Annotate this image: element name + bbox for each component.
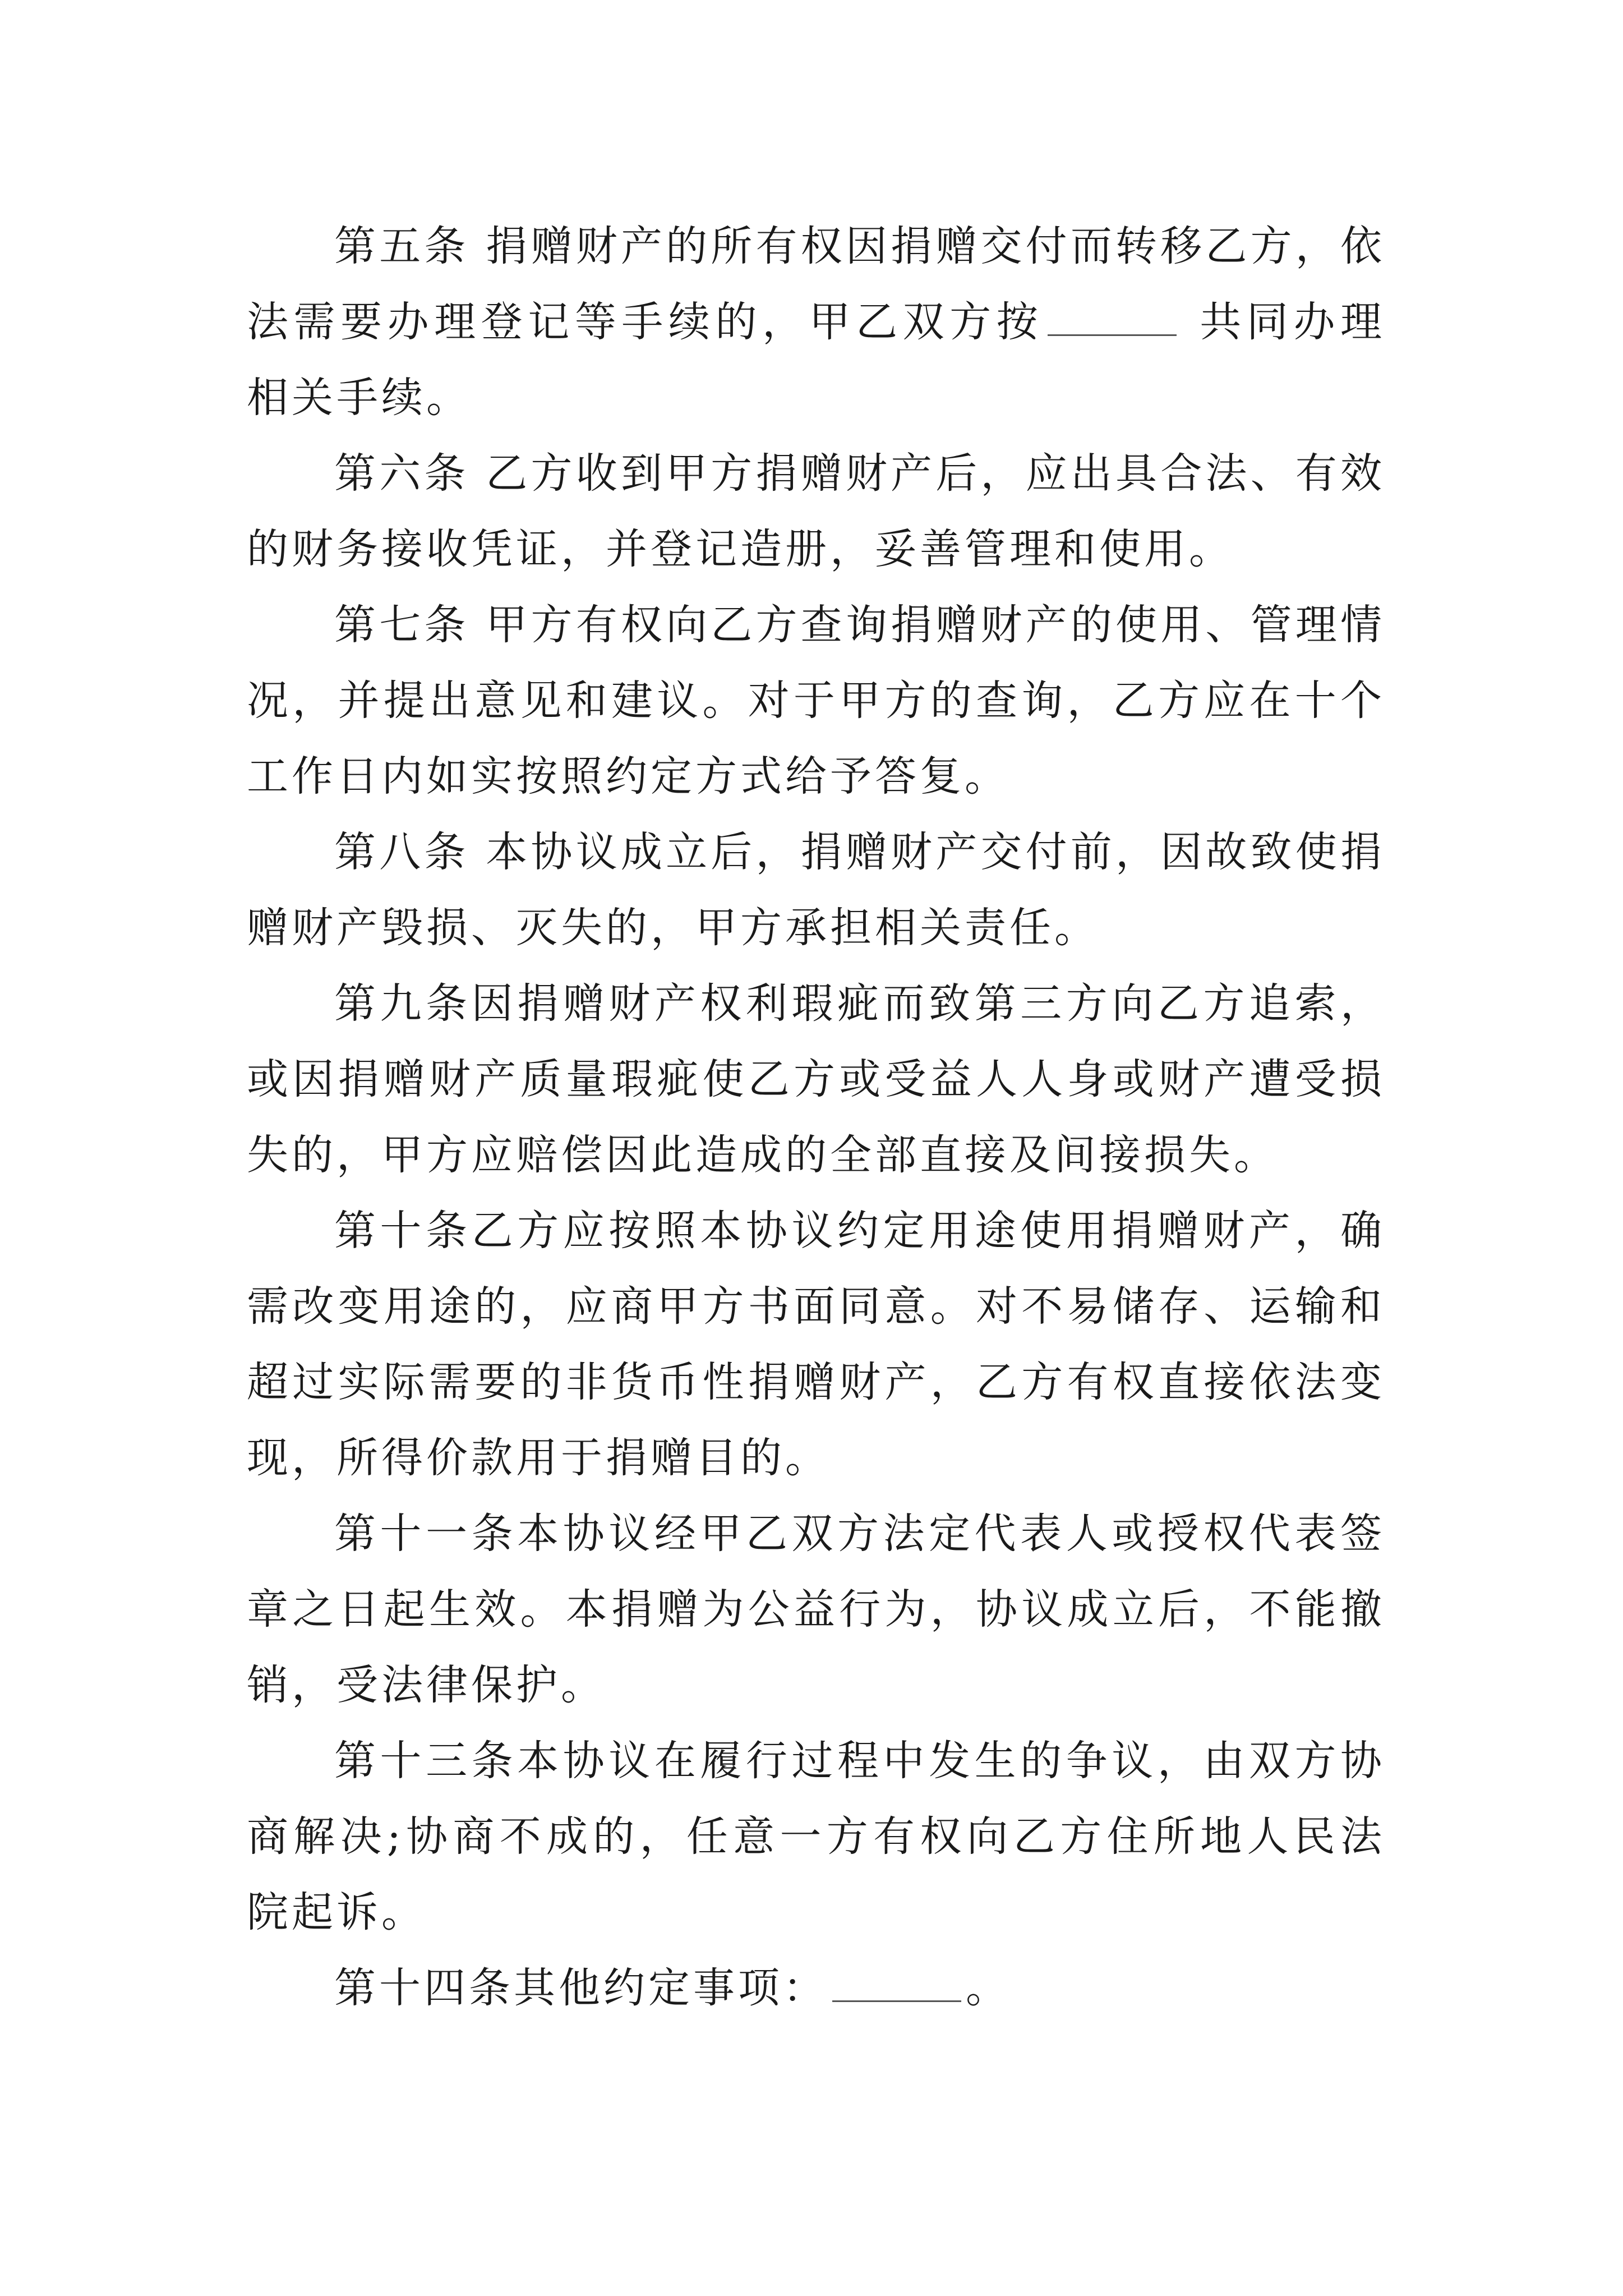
article-14-text-a: 第十四条其他约定事项： — [334, 1964, 828, 2012]
article-7: 第七条 甲方有权向乙方查询捐赠财产的使用、管理情况，并提出意见和建议。对于甲方的查询，乙方应在十个工作日内如实按照约定方式给予答复。 — [247, 601, 1385, 800]
article-14 — [247, 1950, 1385, 2026]
article-6: 第六条 乙方收到甲方捐赠财产后，应出具合法、有效的财务接收凭证，并登记造册，妥善管理和使用。 — [247, 449, 1385, 573]
article-13: 第十三条本协议在履行过程中发生的争议，由双方协商解决;协商不成的，任意一方有权向乙方住所地人民法院起诉。 — [247, 1737, 1385, 1936]
article-5-text-a: 第五条 捐赠财产的所有权因捐赠交付而转移乙方，依法需要办理登记等手续的，甲乙双方按 — [247, 222, 1385, 346]
article-14-text-b: 。 — [966, 1964, 1011, 2012]
fill-in-blank — [832, 1961, 961, 2002]
document-body — [247, 209, 1385, 2026]
article-11: 第十一条本协议经甲乙双方法定代表人或授权代表签章之日起生效。本捐赠为公益行为，协议成立后，不能撤销，受法律保护。 — [247, 1510, 1385, 1709]
article-5-text-b: 共同办理相关手续。 — [247, 298, 1386, 422]
article-9: 第九条因捐赠财产权利瑕疵而致第三方向乙方追索，或因捐赠财产质量瑕疵使乙方或受益人人身或财产遭受损失的，甲方应赔偿因此造成的全部直接及间接损失。 — [247, 979, 1385, 1179]
fill-in-blank — [1048, 295, 1177, 336]
article-5 — [247, 209, 1385, 436]
article-10: 第十条乙方应按照本协议约定用途使用捐赠财产，确需改变用途的，应商甲方书面同意。对不易储存、运输和超过实际需要的非货币性捐赠财产，乙方有权直接依法变现，所得价款用于捐赠目的。 — [247, 1207, 1385, 1482]
article-8: 第八条 本协议成立后，捐赠财产交付前，因故致使捐赠财产毁损、灭失的，甲方承担相关责任。 — [247, 828, 1385, 952]
